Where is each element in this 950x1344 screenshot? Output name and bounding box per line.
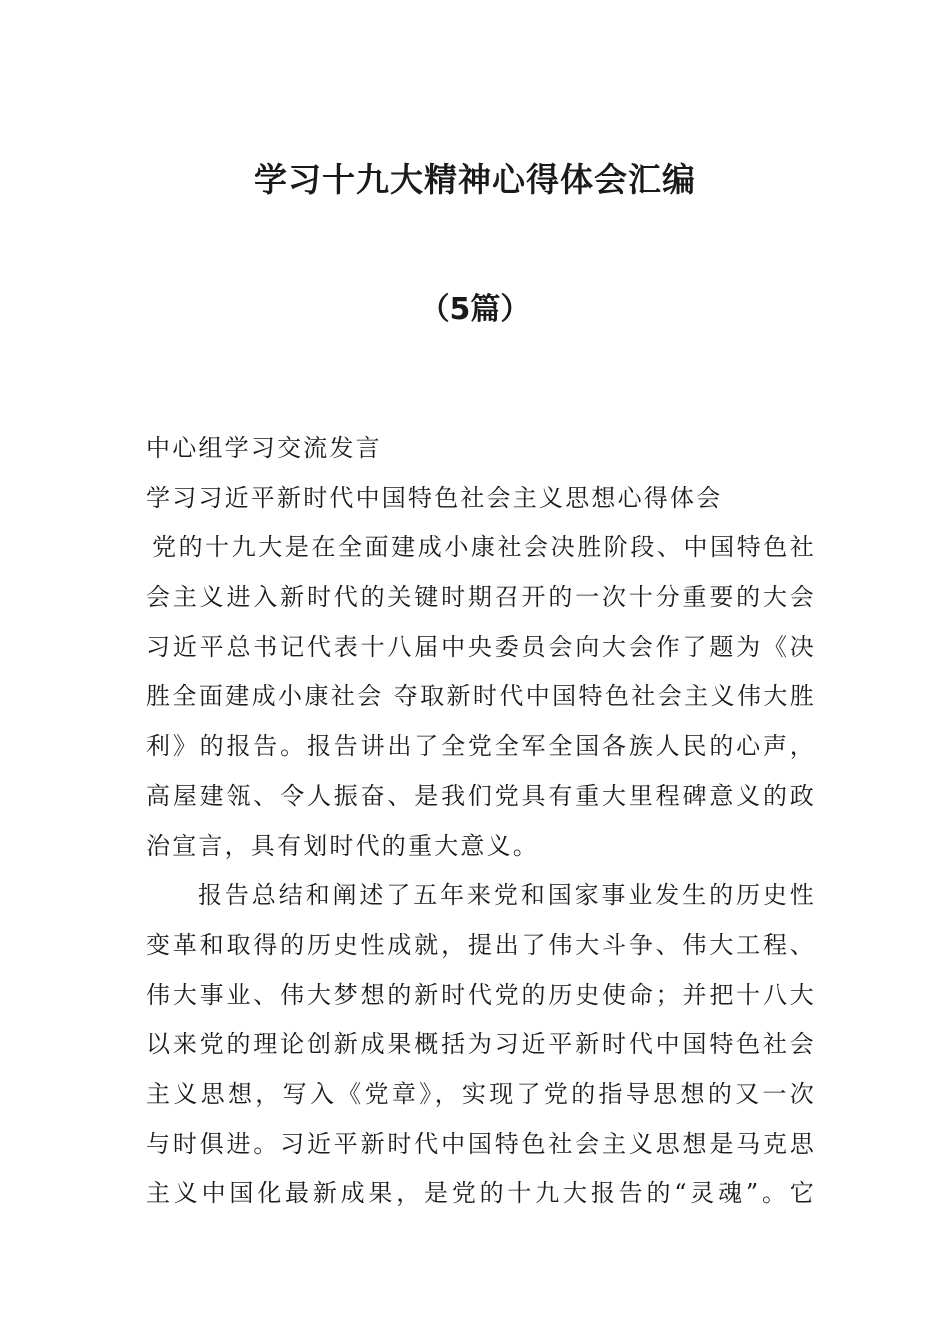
section-heading: 中心组学习交流发言 xyxy=(146,434,382,462)
paragraph-2-line: 变革和取得的历史性成就，提出了伟大斗争、伟大工程、 xyxy=(146,930,816,959)
paragraph-2-line: 与时俱进。习近平新时代中国特色社会主义思想是马克思 xyxy=(146,1129,816,1158)
paragraph-2-line: 以来党的理论创新成果概括为习近平新时代中国特色社会 xyxy=(146,1030,816,1059)
paragraph-2-line: 主义中国化最新成果，是党的十九大报告的“灵魂”。它 xyxy=(146,1179,816,1208)
paragraph-2-line: 主义思想，写入《党章》，实现了党的指导思想的又一次 xyxy=(146,1079,816,1108)
paragraph-1-line: 习近平总书记代表十八届中央委员会向大会作了题为《决 xyxy=(146,632,816,661)
paragraph-2-line: 伟大事业、伟大梦想的新时代党的历史使命；并把十八大 xyxy=(146,980,816,1009)
document-title: 学习十九大精神心得体会汇编 xyxy=(254,160,696,199)
paragraph-1-line: 胜全面建成小康社会 夺取新时代中国特色社会主义伟大胜 xyxy=(146,682,816,711)
paragraph-1-line: 会主义进入新时代的关键时期召开的一次十分重要的大会 xyxy=(146,583,816,612)
document-subtitle: （5篇） xyxy=(419,292,531,327)
paragraph-1-line: 党的十九大是在全面建成小康社会决胜阶段、中国特色社 xyxy=(152,533,816,562)
article-heading: 学习习近平新时代中国特色社会主义思想心得体会 xyxy=(146,483,723,512)
paragraph-2-line: 报告总结和阐述了五年来党和国家事业发生的历史性 xyxy=(198,881,816,910)
paragraph-1-line: 高屋建瓴、令人振奋、是我们党具有重大里程碑意义的政 xyxy=(146,781,816,810)
paragraph-1-line: 治宣言，具有划时代的重大意义。 xyxy=(146,831,539,860)
document-body xyxy=(146,424,816,1219)
paragraph-1-line: 利》的报告。报告讲出了全党全军全国各族人民的心声， xyxy=(146,732,816,761)
